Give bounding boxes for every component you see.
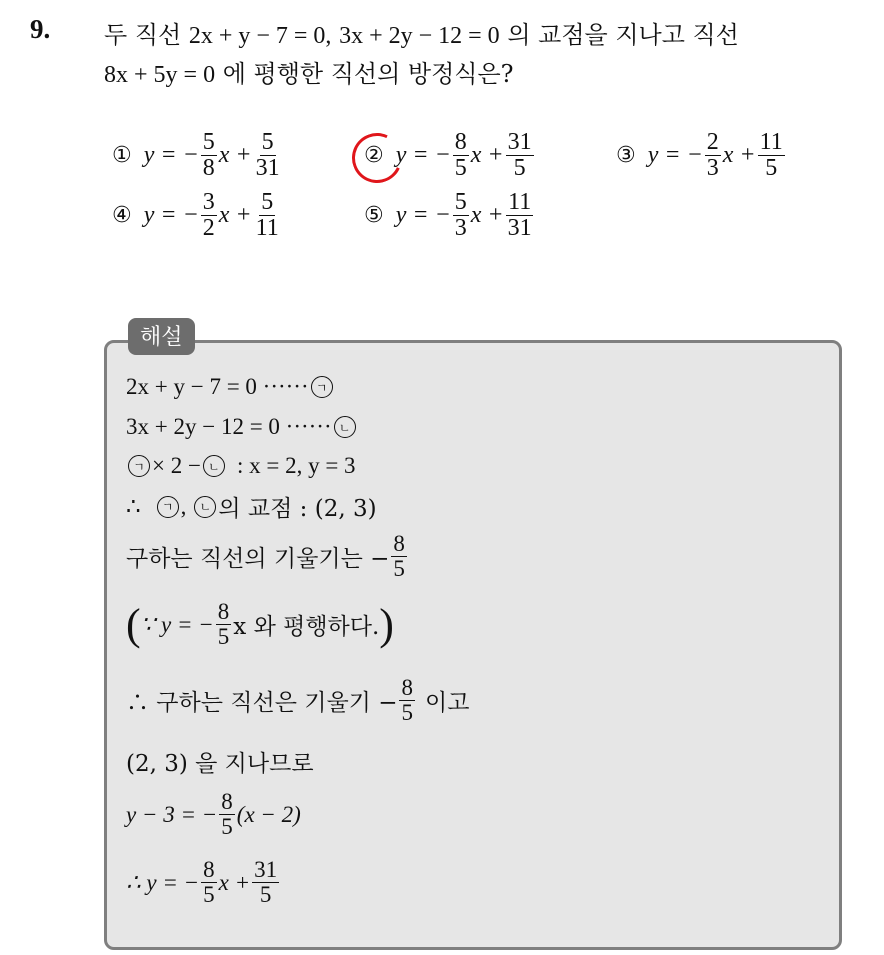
denominator: 5	[203, 882, 215, 908]
open-paren: (	[126, 599, 141, 649]
option-mid: x +	[218, 142, 252, 169]
option-mark: ②	[364, 143, 384, 169]
result: : x = 2, y = 3	[236, 453, 356, 478]
option-mid: x +	[722, 142, 756, 169]
comma: ,	[180, 493, 187, 519]
numerator: 8	[221, 789, 233, 814]
question-line-2	[104, 54, 514, 89]
option-3[interactable]	[616, 130, 787, 181]
conclusion-text: ∴ 구하는 직선은 기울기 −	[126, 690, 398, 717]
operation: × 2 −	[152, 453, 201, 478]
numerator: 8	[203, 857, 215, 882]
fraction	[254, 190, 281, 241]
fraction	[201, 130, 217, 181]
option-mark: ④	[112, 203, 132, 229]
option-1[interactable]	[112, 130, 284, 181]
slope-text: 구하는 직선의 기울기는 −	[126, 546, 390, 573]
fraction	[254, 130, 282, 181]
numerator: 31	[254, 857, 278, 882]
option-lhs: y = −	[143, 142, 199, 169]
fraction	[453, 130, 469, 181]
fraction	[399, 676, 415, 725]
denominator: 5	[765, 155, 778, 182]
solution-line-6	[126, 600, 394, 649]
equation-1: 2x + y − 7 = 0,	[188, 23, 332, 49]
numerator: 8	[393, 531, 405, 556]
option-lhs: y = −	[395, 142, 451, 169]
denominator: 3	[706, 155, 719, 182]
equation-lhs: ∴ y = −	[126, 869, 200, 895]
circled-label: ㄱ	[157, 496, 179, 518]
numerator: 8	[454, 129, 467, 155]
numerator: 8	[401, 675, 413, 700]
fraction	[219, 790, 235, 839]
fraction	[705, 130, 721, 181]
solution-line-5	[126, 532, 409, 581]
equation-mid: x +	[218, 869, 251, 895]
question-text: 의 교점을 지나고 직선	[507, 21, 739, 49]
fraction	[758, 130, 785, 181]
denominator: 2	[202, 215, 215, 242]
numerator: 31	[507, 129, 532, 155]
equation: 3x + 2y − 12 = 0 ······	[126, 414, 332, 439]
option-mark: ⑤	[364, 203, 384, 229]
option-lhs: y = −	[395, 202, 451, 229]
fraction	[391, 532, 407, 581]
equation-lhs: y − 3 = −	[126, 801, 218, 827]
option-5[interactable]	[364, 190, 536, 241]
numerator: 3	[202, 189, 215, 215]
denominator: 5	[393, 556, 405, 582]
denominator: 3	[454, 215, 467, 242]
equation-rhs: (x − 2)	[236, 801, 301, 827]
equation-2: 3x + 2y − 12 = 0	[339, 23, 500, 49]
question-text: 에 평행한 직선의 방정식은?	[222, 60, 514, 88]
fraction	[201, 858, 217, 907]
denominator: 11	[255, 215, 279, 242]
numerator: 5	[454, 189, 467, 215]
solution-line-2	[126, 414, 358, 440]
question-number: 9.	[30, 14, 51, 44]
numerator: 5	[261, 189, 274, 215]
solution-line-9	[126, 790, 301, 839]
fraction	[252, 858, 279, 907]
therefore-symbol: ∴	[126, 493, 141, 519]
denominator: 5	[513, 155, 526, 182]
numerator: 5	[202, 129, 215, 155]
option-lhs: y = −	[143, 202, 199, 229]
passes-through-text: (2, 3) 을 지나므로	[126, 751, 314, 777]
circled-label: ㄱ	[311, 376, 333, 398]
circled-label: ㄴ	[334, 416, 356, 438]
solution-tab-label: 해설	[128, 318, 195, 355]
intersection-text: 의 교점 : (2, 3)	[218, 496, 377, 522]
option-mark: ①	[112, 143, 132, 169]
option-mark: ③	[616, 143, 636, 169]
circled-label: ㄴ	[194, 496, 216, 518]
solution-line-1	[126, 374, 335, 400]
parallel-text: x 와 평행하다.	[233, 614, 380, 641]
question-text: 두 직선	[104, 21, 182, 49]
denominator: 5	[259, 882, 272, 908]
solution-line-3	[126, 453, 356, 479]
solution-line-7	[126, 676, 469, 725]
fraction	[453, 190, 469, 241]
denominator: 5	[401, 700, 413, 726]
fraction	[506, 130, 534, 181]
fraction	[201, 190, 217, 241]
circled-label: ㄴ	[203, 455, 225, 477]
question-line-1	[104, 15, 739, 50]
numerator: 11	[508, 189, 532, 215]
equation: 2x + y − 7 = 0 ······	[126, 374, 309, 399]
numerator: 5	[261, 129, 274, 155]
denominator: 5	[221, 814, 233, 840]
denominator: 5	[454, 155, 467, 182]
close-paren: )	[379, 599, 394, 649]
numerator: 8	[217, 599, 230, 624]
because-text: ∵ y = −	[140, 611, 214, 637]
equation-3: 8x + 5y = 0	[104, 62, 216, 88]
solution-line-8	[126, 745, 314, 778]
option-mid: x +	[218, 202, 252, 229]
option-mid: x +	[470, 142, 504, 169]
denominator: 5	[217, 624, 230, 650]
numerator: 11	[759, 129, 783, 155]
option-mid: x +	[470, 202, 504, 229]
option-4[interactable]	[112, 190, 283, 241]
circled-label: ㄱ	[128, 455, 150, 477]
numerator: 2	[706, 129, 719, 155]
denominator: 31	[255, 155, 280, 182]
fraction	[506, 190, 534, 241]
option-lhs: y = −	[647, 142, 703, 169]
solution-line-4	[126, 490, 377, 523]
denominator: 31	[507, 215, 532, 242]
fraction	[216, 600, 232, 649]
conclusion-suffix: 이고	[424, 690, 470, 717]
solution-line-10	[126, 858, 281, 907]
denominator: 8	[202, 155, 215, 182]
